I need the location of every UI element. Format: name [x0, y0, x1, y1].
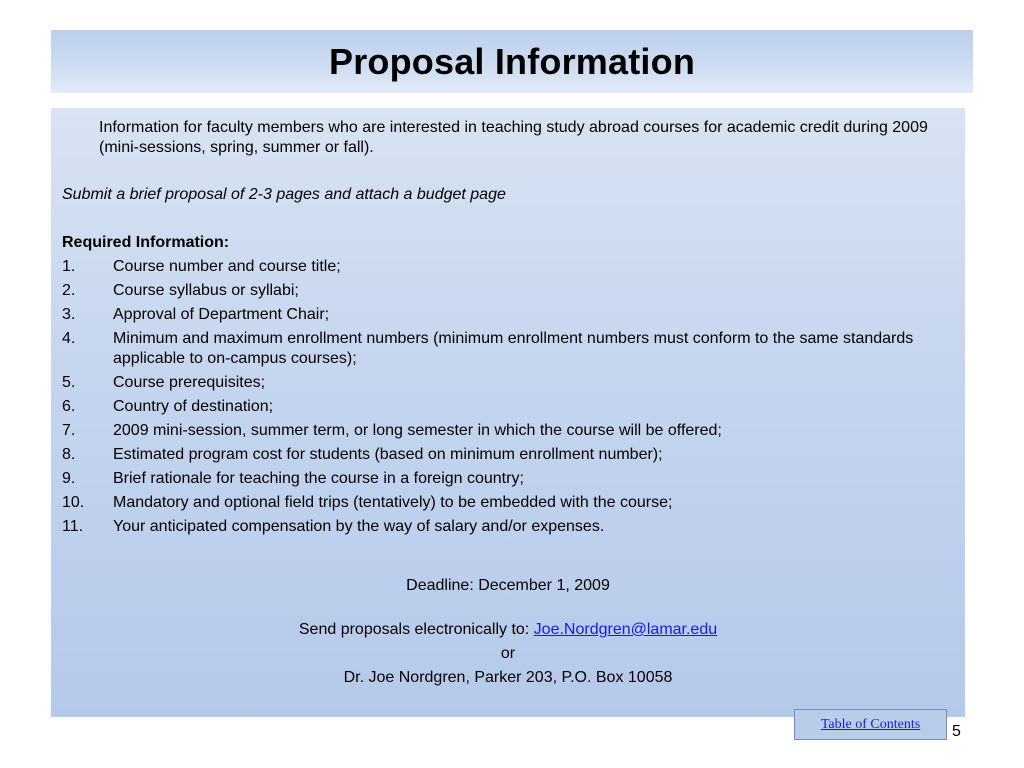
page-number: 5: [952, 723, 961, 740]
list-item: [62, 397, 952, 417]
list-item-text: Mandatory and optional field trips (tentatively) to be embedded with the course;: [113, 494, 673, 511]
list-item: [62, 281, 952, 301]
list-item-text: Country of destination;: [113, 398, 274, 415]
list-item-number: 3.: [62, 306, 76, 323]
required-heading: Required Information:: [62, 234, 230, 251]
list-item: [62, 305, 952, 325]
list-item-text: Brief rationale for teaching the course in a foreign country;: [113, 470, 524, 487]
list-item-text: 2009 mini-session, summer term, or long semester in which the course will be offered;: [113, 422, 722, 439]
deadline-text: Deadline: December 1, 2009: [406, 577, 610, 594]
title-bar: [51, 30, 973, 93]
list-item-number: 9.: [62, 470, 76, 487]
list-item-number: 1.: [62, 258, 76, 275]
content-box: [51, 108, 965, 717]
list-item-number: 7.: [62, 422, 76, 439]
list-item: [62, 257, 952, 277]
intro-text: Information for faculty members who are interested in teaching study abroad courses for academic credit during 2009 (mini-sessions, spring, summer or fall).: [99, 119, 928, 156]
list-item-number: 5.: [62, 374, 76, 391]
list-item: [62, 329, 952, 369]
list-item-number: 2.: [62, 282, 76, 299]
list-item-number: 10.: [62, 494, 85, 511]
list-item: [62, 421, 952, 441]
required-list: [62, 257, 952, 541]
list-item-text: Course number and course title;: [113, 258, 341, 275]
address-text: Dr. Joe Nordgren, Parker 203, P.O. Box 10058: [343, 669, 673, 686]
slide-title: Proposal Information: [328, 40, 696, 82]
list-item-text: Course prerequisites;: [113, 374, 266, 391]
list-item-text: Your anticipated compensation by the way of salary and/or expenses.: [113, 518, 605, 535]
list-item-number: 8.: [62, 446, 76, 463]
or-text: or: [500, 645, 516, 662]
list-item: [62, 493, 952, 513]
send-prefix: Send proposals electronically to:: [298, 621, 534, 638]
send-line: [51, 620, 965, 640]
submit-note: Submit a brief proposal of 2-3 pages and attach a budget page: [62, 186, 506, 203]
table-of-contents-link[interactable]: Table of Contents: [820, 716, 921, 732]
list-item: [62, 517, 952, 537]
list-item-number: 4.: [62, 330, 76, 347]
email-link[interactable]: Joe.Nordgren@lamar.edu: [533, 621, 718, 638]
list-item-number: 11.: [62, 518, 84, 535]
table-of-contents-button[interactable]: [794, 709, 947, 740]
list-item-text: Course syllabus or syllabi;: [113, 282, 299, 299]
list-item-text: Approval of Department Chair;: [113, 306, 330, 323]
list-item: [62, 373, 952, 393]
list-item-text: Minimum and maximum enrollment numbers (minimum enrollment numbers must conform to the same standards applicable to on-campus courses);: [113, 330, 914, 367]
list-item: [62, 469, 952, 489]
list-item: [62, 445, 952, 465]
list-item-number: 6.: [62, 398, 76, 415]
list-item-text: Estimated program cost for students (based on minimum enrollment number);: [113, 446, 663, 463]
